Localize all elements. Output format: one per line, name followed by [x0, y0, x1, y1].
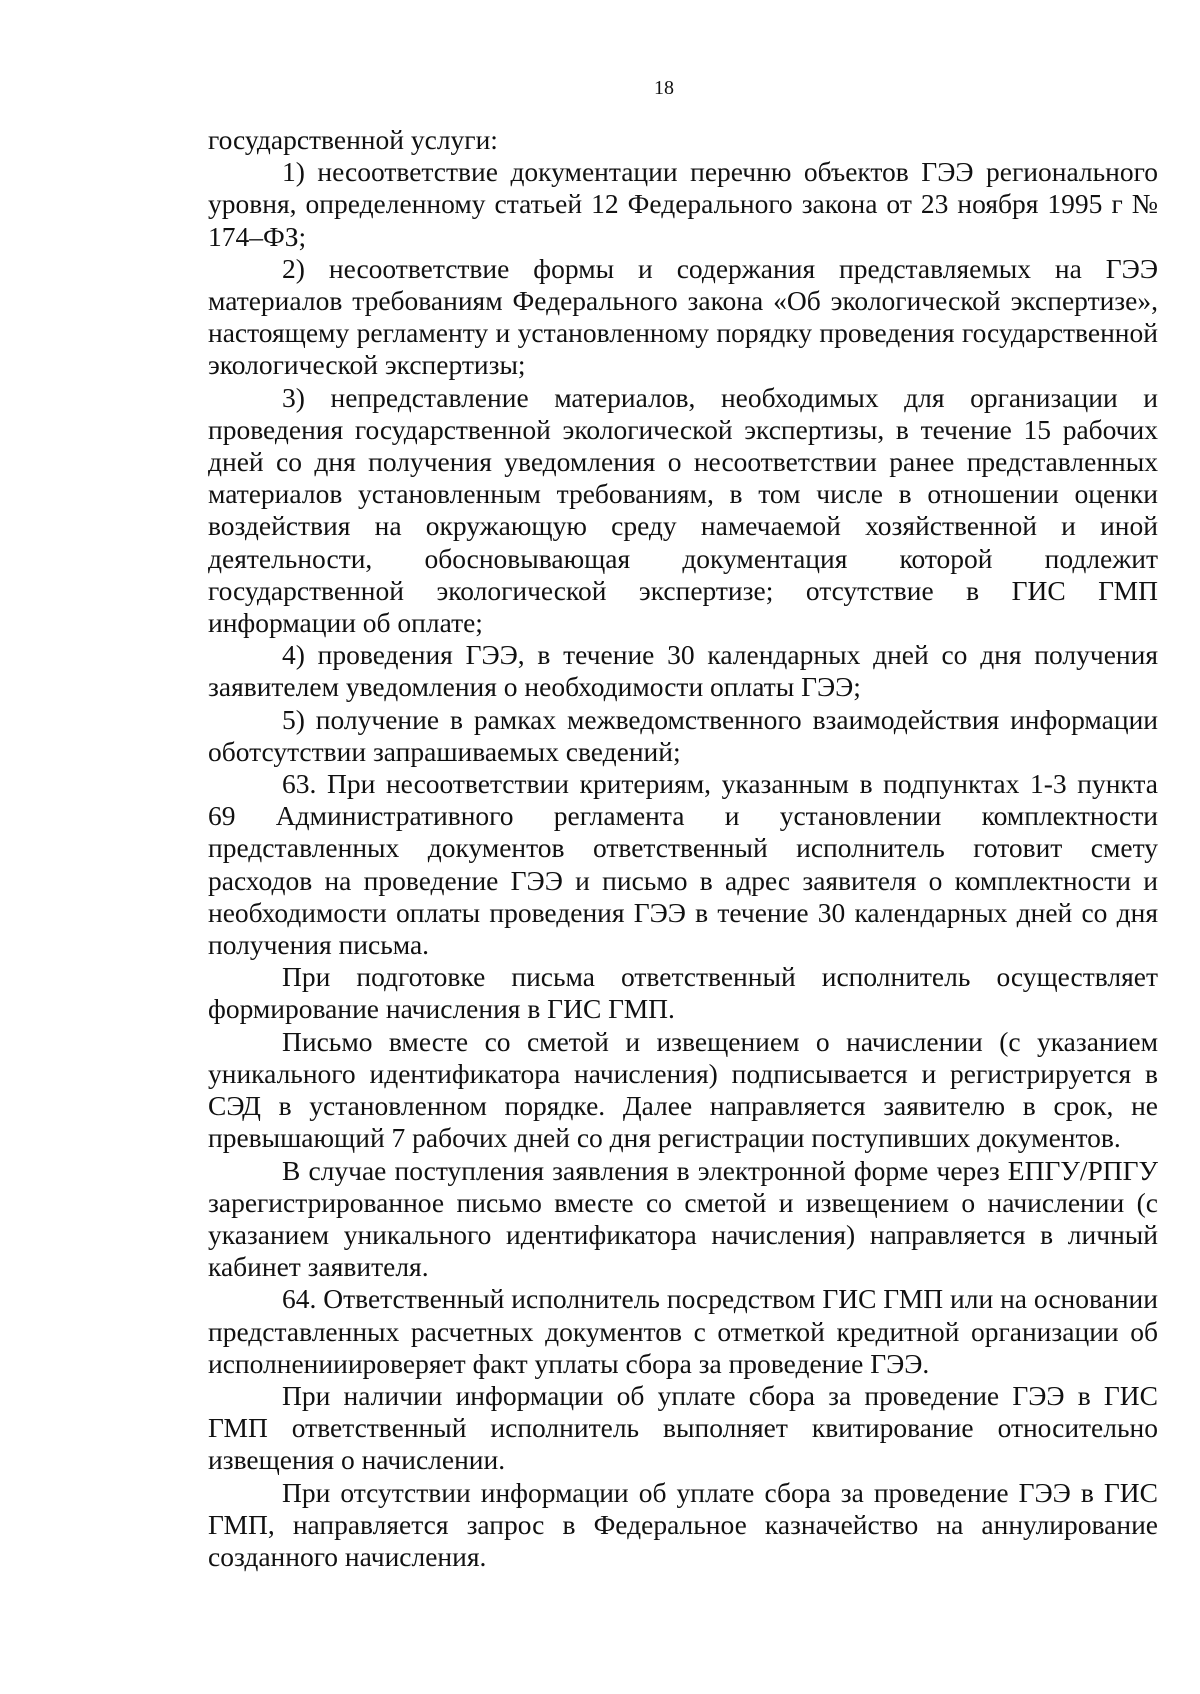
- paragraph-item-4: 4) проведения ГЭЭ, в течение 30 календарных дней со дня получения заявителем уведомления о необходимости оплаты ГЭЭ;: [208, 639, 1158, 703]
- document-body: [208, 124, 1158, 1573]
- paragraph-63-letter-prep: При подготовке письма ответственный исполнитель осуществляет формирование начисления в ГИС ГМП.: [208, 961, 1158, 1025]
- paragraph-item-1: 1) несоответствие документации перечню объектов ГЭЭ регионального уровня, определенному статьей 12 Федерального закона от 23 ноября 1995 г № 174–ФЗ;: [208, 156, 1158, 252]
- paragraph-63: 63. При несоответствии критериям, указанным в подпунктах 1-3 пункта 69 Административного регламента и установлении комплектности представленных документов ответственный исполнитель готовит смету расходов на проведение ГЭЭ и письмо в адрес заявителя о комплектности и необходимости оплаты проведения ГЭЭ в течение 30 календарных дней со дня получения письма.: [208, 768, 1158, 961]
- paragraph-63-electronic: В случае поступления заявления в электронной форме через ЕПГУ/РПГУ зарегистрированное письмо вместе со сметой и извещением о начислении (с указанием уникального идентификатора начисления) направляется в личный кабинет заявителя.: [208, 1154, 1158, 1283]
- paragraph-item-3: 3) непредставление материалов, необходимых для организации и проведения государственной экологической экспертизы, в течение 15 рабочих дней со дня получения уведомления о несоответствии ранее представленных материалов установленным требованиям, в том числе в отношении оценки воздействия на окружающую среду намечаемой хозяйственной и иной деятельности, обосновывающая документация которой подлежит государственной экологической экспертизе; отсутствие в ГИС ГМП информации об оплате;: [208, 381, 1158, 639]
- paragraph-63-letter-registration: Письмо вместе со сметой и извещением о начислении (с указанием уникального идентификатора начисления) подписывается и регистрируется в СЭД в установленном порядке. Далее направляется заявителю в срок, не превышающий 7 рабочих дней со дня регистрации поступивших документов.: [208, 1025, 1158, 1154]
- paragraph-64-payment-missing: При отсутствии информации об уплате сбора за проведение ГЭЭ в ГИС ГМП, направляется запрос в Федеральное казначейство на аннулирование созданного начисления.: [208, 1476, 1158, 1572]
- paragraph-item-2: 2) несоответствие формы и содержания представляемых на ГЭЭ материалов требованиям Федерального закона «Об экологической экспертизе», настоящему регламенту и установленному порядку проведения государственной экологической экспертизы;: [208, 252, 1158, 381]
- page-number: 18: [654, 77, 674, 99]
- paragraph-intro: государственной услуги:: [208, 124, 498, 155]
- paragraph-item-5: 5) получение в рамках межведомственного взаимодействия информации оботсутствии запрашиваемых сведений;: [208, 703, 1158, 767]
- paragraph-64-payment-found: При наличии информации об уплате сбора за проведение ГЭЭ в ГИС ГМП ответственный исполнитель выполняет квитирование относительно извещения о начислении.: [208, 1379, 1158, 1476]
- paragraph-64: 64. Ответственный исполнитель посредством ГИС ГМП или на основании представленных расчетных документов с отметкой кредитной организации об исполненииироверяет факт уплаты сбора за проведение ГЭЭ.: [208, 1283, 1158, 1379]
